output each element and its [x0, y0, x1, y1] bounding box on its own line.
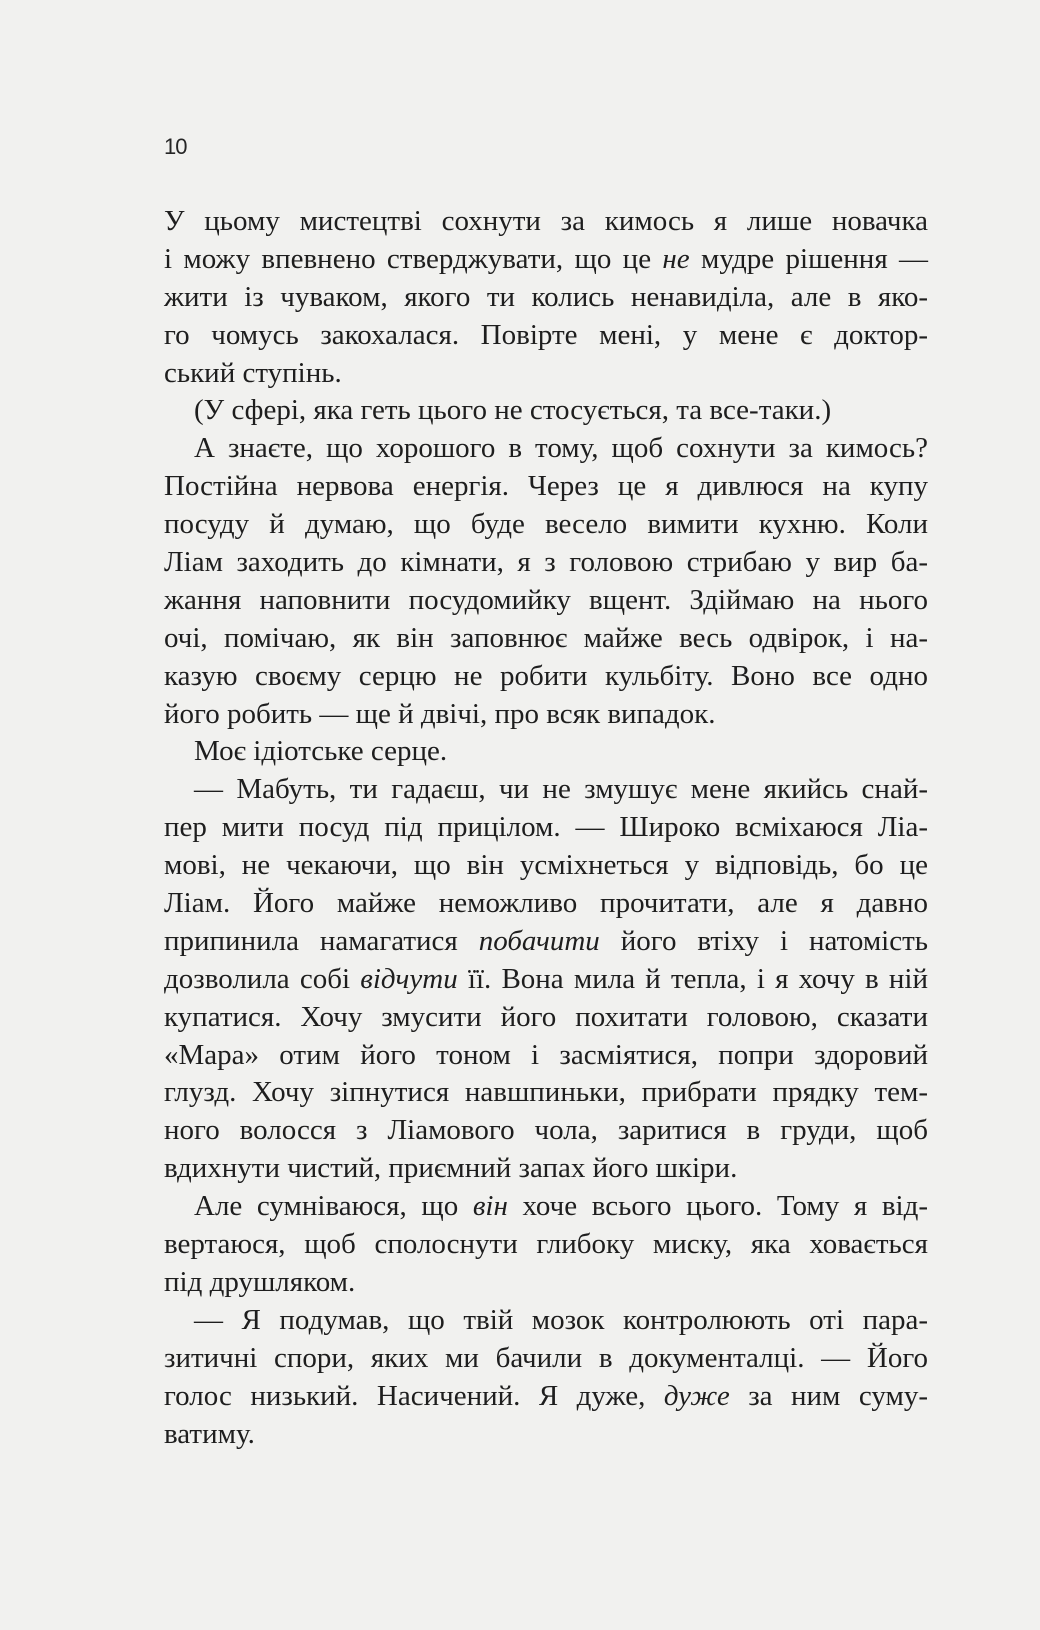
text-line: зитичні спори, яких ми бачили в документалці. — Його	[164, 1341, 928, 1374]
text-line: ський ступінь.	[164, 356, 342, 389]
text-line: очі, помічаю, як він заповнює майже весь одвірок, і на-	[164, 621, 928, 654]
body-text	[164, 203, 928, 1453]
text-line: (У сфері, яка геть цього не стосується, та все-таки.)	[194, 394, 832, 427]
text-line: посуду й думаю, що буде весело вимити кухню. Коли	[164, 508, 928, 541]
emphasis: дуже	[663, 1379, 730, 1412]
text-line: Постійна нервова енергія. Через це я дивлюся на купу	[164, 470, 928, 503]
text-line: під друшляком.	[164, 1265, 356, 1298]
text-line: Ліам. Його майже неможливо прочитати, але я давно	[164, 887, 928, 920]
text-line: Моє ідіотське серце.	[194, 735, 448, 768]
text-line: і можу впевнено стверджувати, що це не мудре рішення —	[164, 242, 929, 275]
text-line: Ліам заходить до кімнати, я з головою стрибаю у вир ба-	[164, 546, 928, 579]
text-line: жити із чуваком, якого ти колись ненавиділа, але в яко-	[164, 280, 928, 313]
text-line: го чомусь закохалася. Повірте мені, у мене є доктор-	[164, 318, 928, 351]
text-line: А знаєте, що хорошого в тому, щоб сохнути за кимось?	[194, 432, 928, 465]
text-line: пер мити посуд під прицілом. — Широко всміхаюся Ліа-	[164, 811, 928, 844]
emphasis: він	[472, 1190, 508, 1223]
text-line: казую своєму серцю не робити кульбіту. Воно все одно	[164, 659, 928, 692]
emphasis: не	[662, 242, 690, 275]
emphasis: відчути	[360, 962, 458, 995]
text-line: ного волосся з Ліамового чола, заритися в груди, щоб	[164, 1114, 928, 1147]
text-line: припинила намагатися побачити його втіху і натомість	[164, 924, 929, 957]
text-line: Але сумніваюся, що він хоче всього цього. Тому я від-	[194, 1190, 928, 1223]
text-line: мові, не чекаючи, що він усміхнеться у відповідь, бо це	[164, 849, 928, 882]
text-line: купатися. Хочу змусити його похитати головою, сказати	[164, 1000, 928, 1033]
emphasis: побачити	[478, 924, 600, 957]
text-line: жання наповнити посудомийку вщент. Здіймаю на нього	[164, 583, 928, 616]
text-line: глузд. Хочу зіпнутися навшпиньки, прибрати прядку тем-	[164, 1076, 928, 1109]
text-line: вдихнути чистий, приємний запах його шкіри.	[164, 1152, 738, 1185]
text-line: — Мабуть, ти гадаєш, чи не змушує мене якийсь снай-	[194, 773, 928, 806]
text-line: дозволила собі відчути її. Вона мила й тепла, і я хочу в ній	[164, 962, 929, 995]
text-line: його робить — ще й двічі, про всяк випадок.	[164, 697, 716, 730]
page-number: 10	[164, 134, 187, 159]
text-line: голос низький. Насичений. Я дуже, дуже за ним суму-	[164, 1379, 928, 1412]
text-line: ватиму.	[164, 1417, 255, 1450]
text-line: — Я подумав, що твій мозок контролюють оті пара-	[194, 1303, 928, 1336]
text-line: У цьому мистецтві сохнути за кимось я лише новачка	[164, 205, 928, 237]
text-line: «Мара» отим його тоном і засміятися, попри здоровий	[164, 1038, 928, 1071]
text-line: вертаюся, щоб сполоснути глибоку миску, яка ховається	[164, 1228, 928, 1261]
